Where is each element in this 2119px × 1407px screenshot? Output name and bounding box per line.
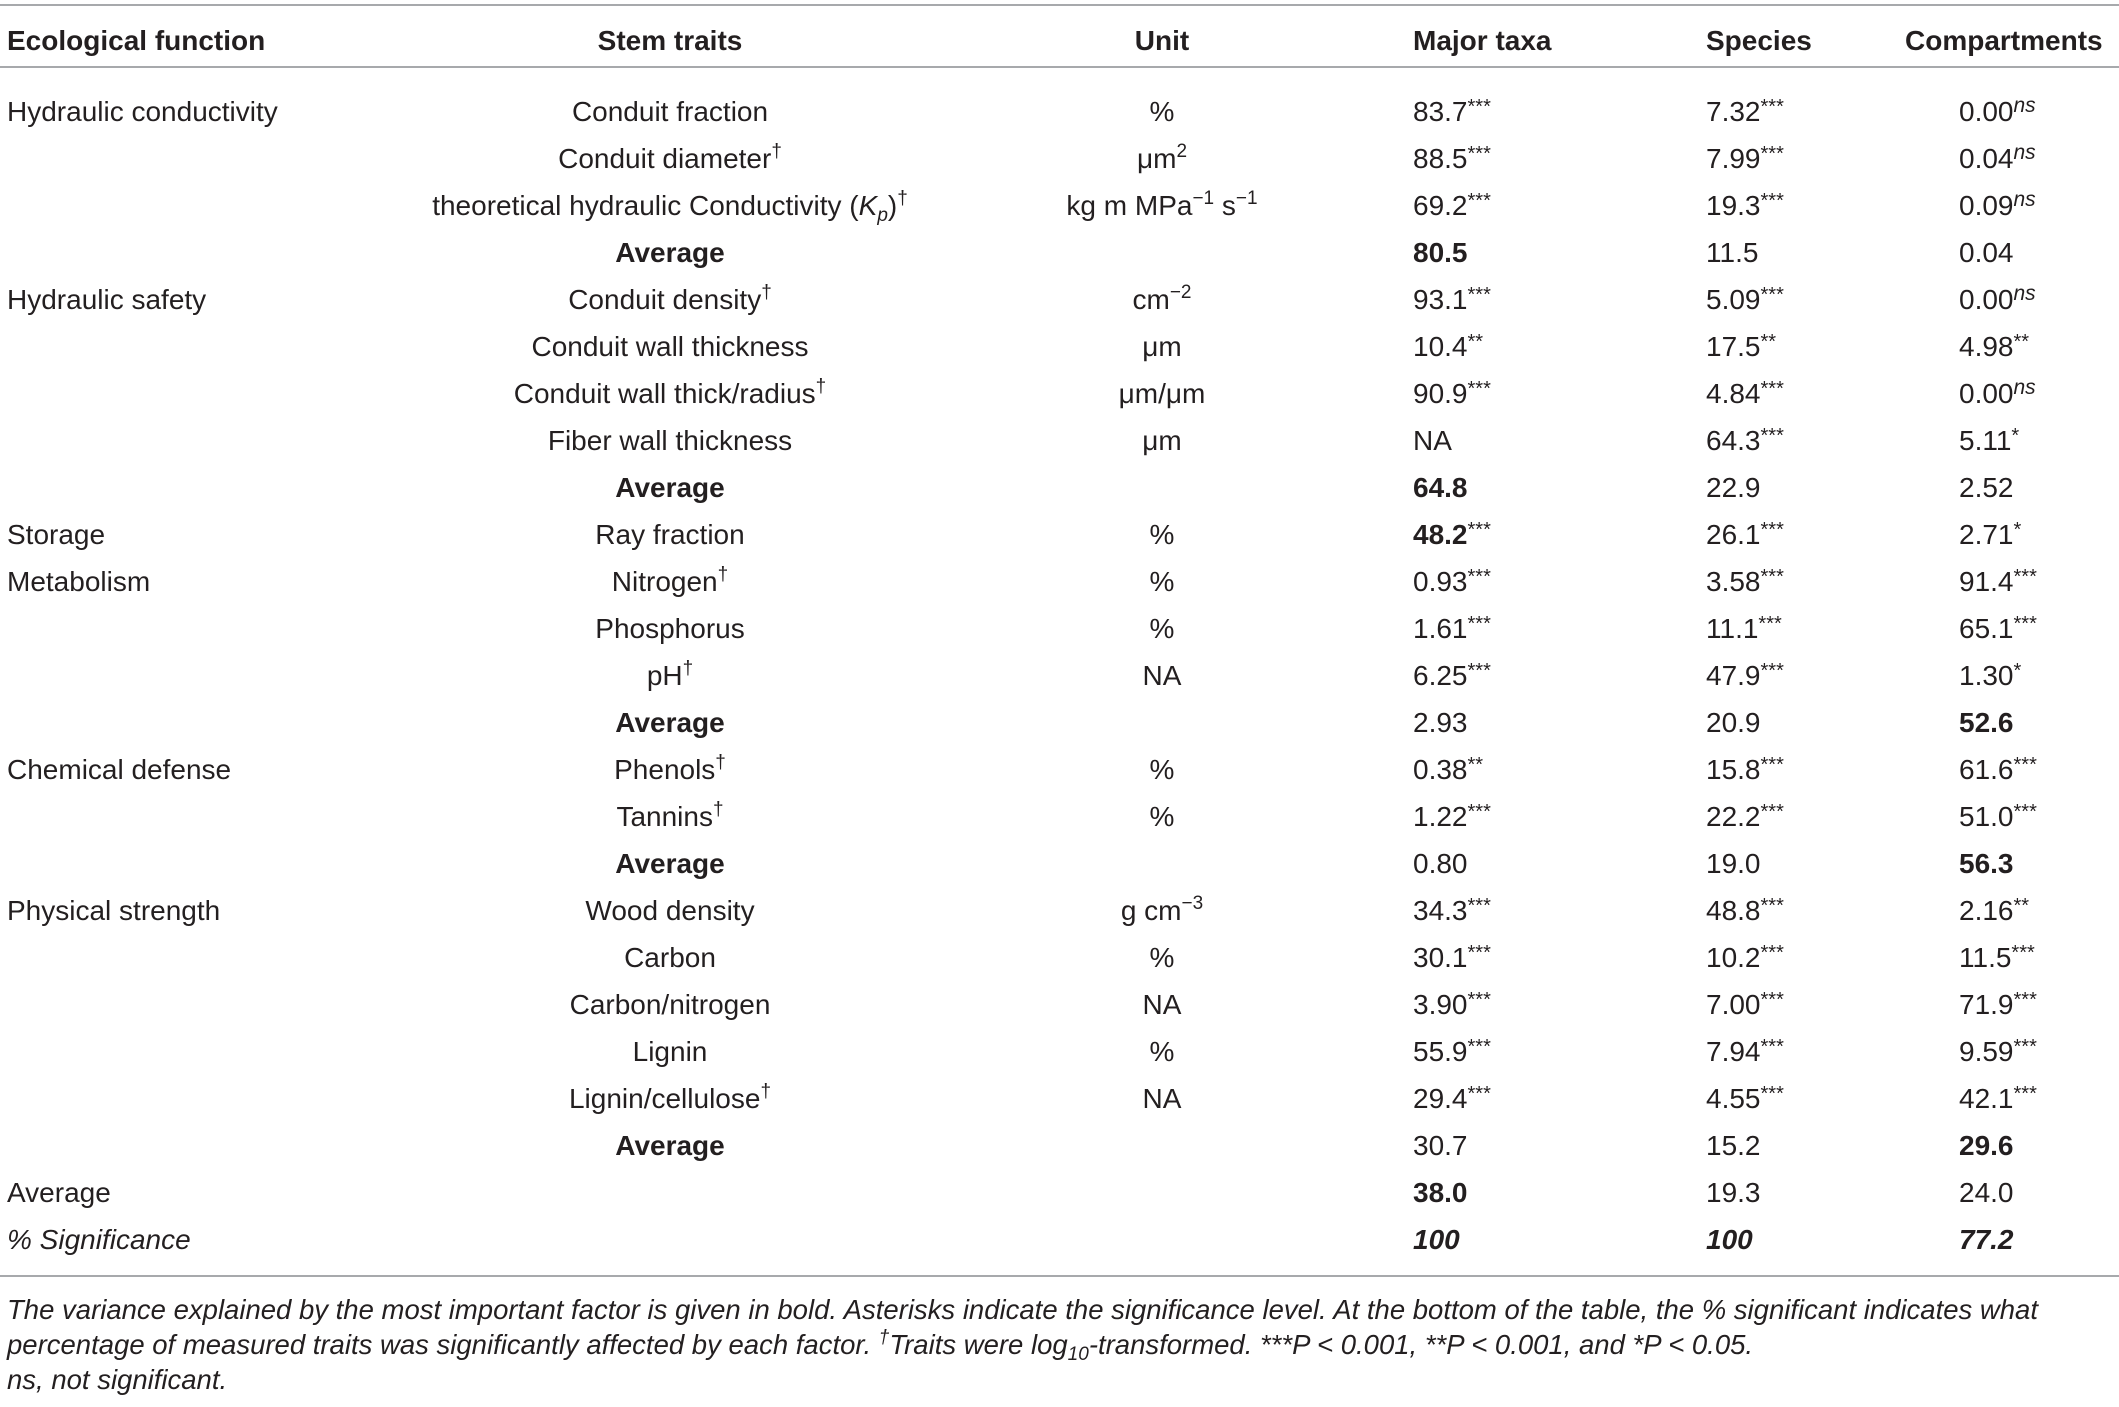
major-taxa-value: 90.9*** [1413, 378, 1491, 409]
major-taxa-value: 1.22*** [1413, 801, 1491, 832]
major-taxa-value: 55.9*** [1413, 1036, 1491, 1067]
significance-row [0, 1216, 2119, 1263]
ecological-function: Physical strength [7, 895, 221, 926]
table-row [0, 558, 2119, 605]
header-rule [0, 66, 2119, 68]
stem-trait: Conduit fraction [571, 96, 769, 127]
stem-trait: Conduit density† [568, 282, 772, 315]
major-taxa-value: 30.7 [1413, 1130, 1468, 1161]
compartments-value: $0.04^{ns}$ [1959, 141, 2036, 174]
species-value: 5.09*** [1706, 284, 1784, 315]
average-label: Average [615, 707, 725, 738]
compartments-value: 5.11* [1959, 425, 2020, 456]
compartments-value: $0.00^{ns}$ [1959, 282, 2036, 315]
stem-trait: Conduit diameter† [558, 141, 782, 174]
unit: NA [1142, 989, 1182, 1020]
species-value: 15.8*** [1706, 754, 1784, 785]
compartments-value: 56.3 [1959, 848, 2014, 879]
major-taxa-value: 0.38** [1413, 754, 1484, 785]
species-value: 48.8*** [1706, 895, 1784, 926]
footnote-line-1: The variance explained by the most important factor is given in bold. Asterisks indicate the significance level. At the bottom of the table, the % significant indicates what [7, 1294, 2038, 1325]
stem-trait: Carbon [624, 942, 716, 973]
stem-trait: Phenols† [614, 752, 726, 785]
header-ecological-function: Ecological function [7, 25, 266, 56]
major-taxa-value: 38.0 [1413, 1177, 1468, 1208]
stem-trait: Lignin/cellulose† [568, 1081, 772, 1114]
compartments-value: 2.52 [1959, 472, 2014, 503]
footnote-line-2: percentage of measured traits was significantly affected by each factor. †Traits were $\log_{10}$-transformed. ***P < 0.001, **P < 0.001, and *P < 0.05. [7, 1327, 1754, 1365]
unit: % [1149, 519, 1175, 550]
compartments-value: 52.6 [1959, 707, 2014, 738]
compartments-value: $0.09^{ns}$ [1959, 188, 2036, 221]
unit: % [1149, 613, 1175, 644]
species-value: 19.0 [1706, 848, 1761, 879]
unit: μm/μm [1118, 378, 1206, 409]
compartments-value: 2.71* [1959, 519, 2022, 550]
major-taxa-value: 64.8 [1413, 472, 1468, 503]
compartments-value: 0.04 [1959, 237, 2014, 268]
species-value: 15.2 [1706, 1130, 1761, 1161]
table-row [0, 182, 2119, 229]
compartments-value: $0.00^{ns}$ [1959, 376, 2036, 409]
header-compartments: Compartments [1905, 25, 2103, 56]
species-value: 22.9 [1706, 472, 1761, 503]
species-value: 100 [1706, 1224, 1753, 1255]
overall-average-row [0, 1169, 2119, 1216]
species-value: 22.2*** [1706, 801, 1784, 832]
species-value: 10.2*** [1706, 942, 1784, 973]
compartments-value: 61.6*** [1959, 754, 2037, 785]
table-row [0, 417, 2119, 464]
ecological-function: Hydraulic conductivity [7, 96, 278, 127]
species-value: 20.9 [1706, 707, 1761, 738]
unit: $cm^{-2}$ [1132, 282, 1192, 315]
major-taxa-value: 83.7*** [1413, 96, 1491, 127]
table-row [0, 1028, 2119, 1075]
average-label: Average [615, 848, 725, 879]
ecological-function: Hydraulic safety [7, 284, 207, 315]
unit: μm [1142, 331, 1182, 362]
stem-trait: Carbon/nitrogen [569, 989, 771, 1020]
ecological-function: Metabolism [7, 566, 151, 597]
average-row [0, 464, 2119, 511]
species-value: 11.5 [1706, 237, 1759, 268]
species-value: 4.55*** [1706, 1083, 1784, 1114]
unit: NA [1142, 1083, 1182, 1114]
stem-trait: theoretical hydraulic Conductivity $(K_p)^\dagger$ [432, 188, 908, 226]
significance-label: % Significance [7, 1224, 191, 1255]
stem-trait: Conduit wall thick/radius† [513, 376, 827, 409]
major-taxa-value: 1.61*** [1413, 613, 1491, 644]
ecological-function: Storage [7, 519, 106, 550]
table-row [0, 135, 2119, 182]
species-value: 7.94*** [1706, 1036, 1784, 1067]
ecological-function: Chemical defense [7, 754, 232, 785]
unit: $\mu m^2$ [1136, 141, 1188, 174]
species-value: 7.32*** [1706, 96, 1784, 127]
species-value: 26.1*** [1706, 519, 1784, 550]
major-taxa-value: 34.3*** [1413, 895, 1491, 926]
average-label: Average [615, 472, 725, 503]
species-value: 4.84*** [1706, 378, 1784, 409]
species-value: 47.9*** [1706, 660, 1784, 691]
header-unit: Unit [1134, 25, 1190, 56]
average-row [0, 229, 2119, 276]
stem-trait: Ray fraction [595, 519, 745, 550]
major-taxa-value: 0.80 [1413, 848, 1468, 879]
header-stem-traits: Stem traits [597, 25, 743, 56]
compartments-value: 77.2 [1959, 1224, 2014, 1255]
compartments-value: 2.16** [1959, 895, 2030, 926]
header-row [0, 17, 2119, 64]
major-taxa-value: 10.4** [1413, 331, 1484, 362]
average-label: Average [615, 1130, 725, 1161]
species-value: 3.58*** [1706, 566, 1784, 597]
stem-trait: Lignin [632, 1036, 708, 1067]
stem-trait: Phosphorus [595, 613, 745, 644]
compartments-value: 51.0*** [1959, 801, 2037, 832]
major-taxa-value: NA [1413, 425, 1452, 456]
compartments-value: 71.9*** [1959, 989, 2037, 1020]
table-row [0, 88, 2119, 135]
table-row [0, 934, 2119, 981]
compartments-value: 9.59*** [1959, 1036, 2037, 1067]
species-value: 19.3 [1706, 1177, 1761, 1208]
major-taxa-value: 69.2*** [1413, 190, 1491, 221]
table-row [0, 511, 2119, 558]
compartments-value: 91.4*** [1959, 566, 2037, 597]
major-taxa-value: 2.93 [1413, 707, 1468, 738]
table-row [0, 605, 2119, 652]
table-row [0, 1075, 2119, 1122]
major-taxa-value: 80.5 [1413, 237, 1468, 268]
table-row [0, 887, 2119, 934]
unit: % [1149, 801, 1175, 832]
table-row [0, 370, 2119, 417]
major-taxa-value: 0.93*** [1413, 566, 1491, 597]
average-row [0, 840, 2119, 887]
table-row [0, 276, 2119, 323]
table-row [0, 981, 2119, 1028]
compartments-value: 65.1*** [1959, 613, 2037, 644]
average-row [0, 1122, 2119, 1169]
header-major-taxa: Major taxa [1413, 25, 1552, 56]
header-species: Species [1706, 25, 1812, 56]
stem-trait: Conduit wall thickness [531, 331, 809, 362]
unit: % [1149, 754, 1175, 785]
compartments-value: 1.30* [1959, 660, 2022, 691]
stem-trait: Nitrogen† [611, 564, 729, 597]
species-value: 11.1*** [1706, 613, 1782, 644]
species-value: 7.00*** [1706, 989, 1784, 1020]
table-row [0, 793, 2119, 840]
species-value: 7.99*** [1706, 143, 1784, 174]
compartments-value: 29.6 [1959, 1130, 2014, 1161]
major-taxa-value: 93.1*** [1413, 284, 1491, 315]
stem-trait: pH† [646, 658, 694, 691]
average-row [0, 699, 2119, 746]
table-row [0, 652, 2119, 699]
unit: kg m MPa$^{-1}$ $s^{-1}$ [1066, 188, 1258, 221]
major-taxa-value: 6.25*** [1413, 660, 1491, 691]
bottom-rule [0, 1275, 2119, 1277]
unit: % [1149, 566, 1175, 597]
table-row [0, 746, 2119, 793]
major-taxa-value: 3.90*** [1413, 989, 1491, 1020]
compartments-value: 4.98** [1959, 331, 2030, 362]
major-taxa-value: 88.5*** [1413, 143, 1491, 174]
species-value: 19.3*** [1706, 190, 1784, 221]
species-value: 17.5** [1706, 331, 1777, 362]
compartments-value: 42.1*** [1959, 1083, 2037, 1114]
footnote-line-3: ns, not significant. [7, 1364, 228, 1395]
stem-trait: Tannins† [616, 799, 724, 832]
unit: g $cm^{-3}$ [1120, 893, 1204, 926]
overall-average-label: Average [7, 1177, 111, 1208]
unit: % [1149, 1036, 1175, 1067]
major-taxa-value: 30.1*** [1413, 942, 1491, 973]
major-taxa-value: 48.2*** [1413, 519, 1491, 550]
compartments-value: 11.5*** [1959, 942, 2035, 973]
table-row [0, 323, 2119, 370]
average-label: Average [615, 237, 725, 268]
compartments-value: 24.0 [1959, 1177, 2014, 1208]
unit: % [1149, 96, 1175, 127]
stem-trait: Wood density [585, 895, 755, 926]
major-taxa-value: 100 [1413, 1224, 1460, 1255]
compartments-value: $0.00^{ns}$ [1959, 94, 2036, 127]
species-value: 64.3*** [1706, 425, 1784, 456]
unit: % [1149, 942, 1175, 973]
unit: NA [1142, 660, 1182, 691]
major-taxa-value: 29.4*** [1413, 1083, 1491, 1114]
stem-trait: Fiber wall thickness [547, 425, 793, 456]
unit: μm [1142, 425, 1182, 456]
top-rule [0, 4, 2119, 6]
table-footnote [7, 1292, 2112, 1397]
